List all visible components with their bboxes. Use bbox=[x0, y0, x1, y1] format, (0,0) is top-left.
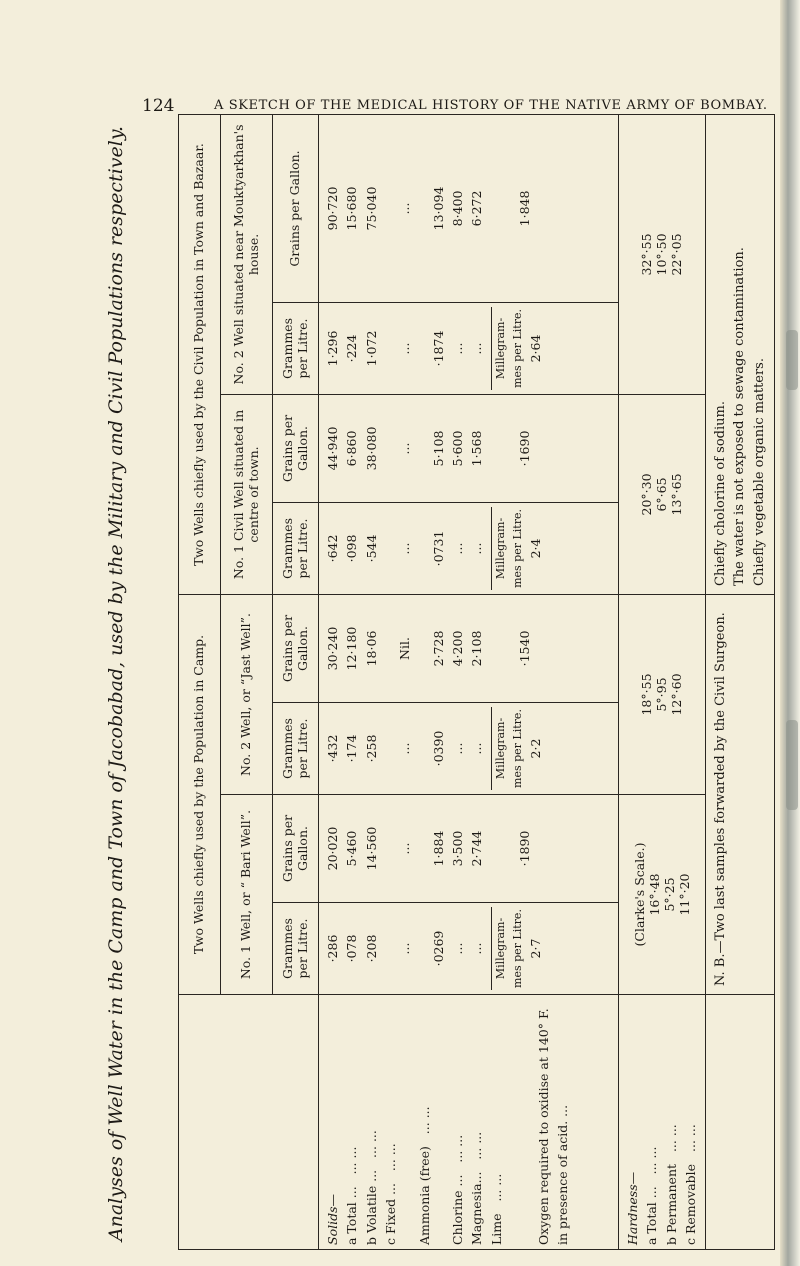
value-cell: 1·884 bbox=[430, 830, 446, 867]
remarks-civil bbox=[705, 114, 775, 594]
value-cell: ... bbox=[449, 342, 465, 355]
value-cell: ·1540 bbox=[516, 630, 532, 667]
solids-label: c Fixed ... ... ... bbox=[383, 1143, 399, 1245]
value-cell: 12°·60 bbox=[669, 673, 685, 716]
unit-header: Grammes per Litre. bbox=[273, 502, 319, 594]
unit-header: Grammes per Litre. bbox=[273, 903, 319, 995]
col-bari-litre bbox=[319, 903, 619, 995]
page-number: 124 bbox=[142, 96, 175, 116]
group-header-civil: Two Wells chiefly used by the Civil Population in Town and Bazaar. bbox=[179, 114, 221, 594]
page-edge-stain bbox=[786, 330, 798, 390]
analysis-table bbox=[178, 114, 775, 1250]
value-cell: ... bbox=[397, 342, 413, 355]
unit-label: Millegram-mes per Litre. bbox=[491, 507, 526, 590]
value-cell: ... bbox=[397, 442, 413, 455]
value-cell: 2·108 bbox=[469, 630, 485, 667]
scale-label: (Clarke's Scale.) bbox=[631, 842, 647, 947]
value-cell: 6°·65 bbox=[654, 477, 670, 512]
value-cell: ·432 bbox=[325, 734, 340, 763]
value-cell: 16°·48 bbox=[646, 873, 662, 916]
well-2-header: No. 2 Well, or “Jast Well”. bbox=[221, 594, 273, 794]
page-edge bbox=[780, 0, 800, 1266]
group-header-military: Two Wells chiefly used by the Population in Camp. bbox=[179, 594, 221, 994]
unit-header: Grains per Gallon. bbox=[273, 394, 319, 502]
value-cell: ·224 bbox=[344, 334, 360, 363]
col-jast-litre bbox=[319, 703, 619, 795]
value-cell: 1·296 bbox=[325, 330, 340, 367]
unit-label: Millegram-mes per Litre. bbox=[491, 307, 526, 390]
civil-well-1-header: No. 1 Civil Well situated in centre of town. bbox=[221, 394, 273, 594]
hardness-heading: Hardness— bbox=[625, 1171, 640, 1245]
unit-header: Grains per Gallon. bbox=[273, 114, 319, 302]
value-cell: 18°·55 bbox=[639, 673, 655, 716]
value-cell: 1·848 bbox=[516, 190, 532, 227]
well-1-header: No. 1 Well, or “ Bari Well”. bbox=[221, 795, 273, 995]
hardness-bari bbox=[619, 795, 706, 995]
value-cell: 15·680 bbox=[344, 186, 360, 231]
value-cell: 5°·25 bbox=[661, 877, 677, 912]
col-civil2-litre bbox=[319, 302, 619, 394]
remarks-label bbox=[705, 995, 775, 1250]
value-cell: ... bbox=[397, 202, 413, 215]
value-cell: 14·560 bbox=[363, 826, 379, 871]
value-cell: 5·108 bbox=[430, 430, 446, 467]
hardness-jast bbox=[619, 594, 706, 794]
value-cell: 90·720 bbox=[325, 186, 340, 231]
value-cell: 22°·05 bbox=[669, 233, 685, 276]
value-cell: ·0269 bbox=[430, 930, 446, 967]
value-cell: 5°·95 bbox=[654, 677, 670, 712]
value-cell: 6·860 bbox=[344, 430, 360, 467]
value-cell: 4·200 bbox=[449, 630, 465, 667]
value-cell: 5·600 bbox=[449, 430, 465, 467]
remark-note: N. B.—Two last samples forwarded by the Civil Surgeon. bbox=[712, 612, 728, 986]
civil-well-2-header: No. 2 Well situated near Mouktyarkhan's house. bbox=[221, 114, 273, 394]
value-cell: ... bbox=[397, 942, 413, 955]
col-civil1-litre bbox=[319, 502, 619, 594]
hardness-label: b Permanent ... ... bbox=[663, 1124, 679, 1245]
value-cell: ·1874 bbox=[430, 330, 446, 367]
unit-header: Grammes per Litre. bbox=[273, 703, 319, 795]
col-civil1-gallon bbox=[319, 394, 619, 502]
value-cell: ·078 bbox=[344, 934, 360, 963]
value-cell: ·098 bbox=[344, 534, 360, 563]
value-cell: ... bbox=[469, 942, 485, 955]
unit-header: Grains per Gallon. bbox=[273, 795, 319, 903]
value-cell: ... bbox=[469, 542, 485, 555]
chlorine-label: Chlorine ... ... ... bbox=[449, 1134, 465, 1245]
unit-label: Millegram-mes per Litre. bbox=[491, 707, 526, 790]
row-labels bbox=[319, 995, 619, 1250]
value-cell: 2·64 bbox=[527, 334, 543, 363]
lime-label: Lime ... ... bbox=[488, 1173, 504, 1245]
value-cell: ·642 bbox=[325, 534, 340, 563]
hardness-label: c Removable ... ... bbox=[683, 1124, 699, 1245]
col-bari-gallon bbox=[319, 795, 619, 903]
remark-note: Chiefly vegetable organic matters. bbox=[751, 358, 767, 586]
value-cell: ... bbox=[397, 842, 413, 855]
value-cell: ·208 bbox=[363, 934, 379, 963]
value-cell: 18·06 bbox=[363, 630, 379, 667]
value-cell: ·544 bbox=[363, 534, 379, 563]
value-cell: ... bbox=[397, 742, 413, 755]
running-head: A SKETCH OF THE MEDICAL HISTORY OF THE NATIVE ARMY OF BOMBAY. bbox=[214, 98, 768, 113]
value-cell: 2·728 bbox=[430, 630, 446, 667]
value-cell: 20·020 bbox=[325, 826, 340, 871]
value-cell: 6·272 bbox=[469, 190, 485, 227]
value-cell: 44·940 bbox=[325, 426, 340, 471]
solids-heading: Solids— bbox=[325, 1193, 340, 1245]
value-cell: ·258 bbox=[363, 734, 379, 763]
hardness-labels bbox=[619, 995, 706, 1250]
value-cell: Nil. bbox=[397, 637, 413, 660]
value-cell: ·0731 bbox=[430, 530, 446, 567]
value-cell: ·0390 bbox=[430, 730, 446, 767]
magnesia-label: Magnesia... ... ... bbox=[469, 1131, 485, 1245]
ammonia-label: Ammonia (free) ... ... bbox=[416, 1106, 432, 1245]
value-cell: 1·072 bbox=[363, 330, 379, 367]
page-edge-stain bbox=[786, 720, 798, 810]
value-cell: ... bbox=[469, 742, 485, 755]
col-jast-gallon bbox=[319, 594, 619, 702]
hardness-label: a Total ... ... ... bbox=[644, 1146, 660, 1245]
value-cell: ... bbox=[469, 342, 485, 355]
value-cell: 12·180 bbox=[344, 626, 360, 671]
value-cell: 8·400 bbox=[449, 190, 465, 227]
value-cell: ... bbox=[449, 942, 465, 955]
value-cell: 38·080 bbox=[363, 426, 379, 471]
oxygen-label: Oxygen required to oxidise at 140° F. in presence of acid. ... bbox=[536, 1008, 571, 1245]
value-cell: 5·460 bbox=[344, 830, 360, 867]
value-cell: 2·4 bbox=[527, 538, 543, 559]
rotated-table-container bbox=[178, 115, 767, 1250]
remark-note: Chiefly cholorine of sodium. bbox=[712, 401, 728, 586]
value-cell: 1·568 bbox=[469, 430, 485, 467]
unit-label: Millegram-mes per Litre. bbox=[491, 907, 526, 990]
value-cell: 2·744 bbox=[469, 830, 485, 867]
value-cell: ·1690 bbox=[516, 430, 532, 467]
value-cell: 3·500 bbox=[449, 830, 465, 867]
value-cell: 75·040 bbox=[363, 186, 379, 231]
table-caption: Analyses of Well Water in the Camp and Town of Jacobabad, used by the Military and Civil Populations respectively. bbox=[105, 125, 127, 1242]
hardness-civil1 bbox=[619, 394, 706, 594]
value-cell: 11°·20 bbox=[676, 873, 692, 916]
unit-header: Grains per Gallon. bbox=[273, 594, 319, 702]
value-cell: 2·7 bbox=[527, 938, 543, 959]
remark-note: The water is not exposed to sewage contamination. bbox=[732, 247, 747, 586]
remarks-military bbox=[705, 594, 775, 994]
value-cell: 10°·50 bbox=[654, 233, 670, 276]
value-cell: ·1890 bbox=[516, 830, 532, 867]
value-cell: ... bbox=[449, 742, 465, 755]
value-cell: 32°·55 bbox=[639, 233, 655, 276]
row-labels-header bbox=[179, 995, 319, 1250]
value-cell: 20°·30 bbox=[639, 473, 655, 516]
solids-label: b Volatile ... ... ... bbox=[363, 1130, 379, 1245]
value-cell: 13°·65 bbox=[669, 473, 685, 516]
value-cell: 13·094 bbox=[430, 186, 446, 231]
value-cell: ·174 bbox=[344, 734, 360, 763]
solids-label: a Total ... ... ... bbox=[344, 1146, 360, 1245]
value-cell: ·286 bbox=[325, 934, 340, 963]
col-civil2-gallon bbox=[319, 114, 619, 302]
unit-header: Grammes per Litre. bbox=[273, 302, 319, 394]
value-cell: ... bbox=[397, 542, 413, 555]
value-cell: 2·2 bbox=[527, 738, 543, 759]
hardness-civil2 bbox=[619, 114, 706, 394]
value-cell: 30·240 bbox=[325, 626, 340, 671]
value-cell: ... bbox=[449, 542, 465, 555]
